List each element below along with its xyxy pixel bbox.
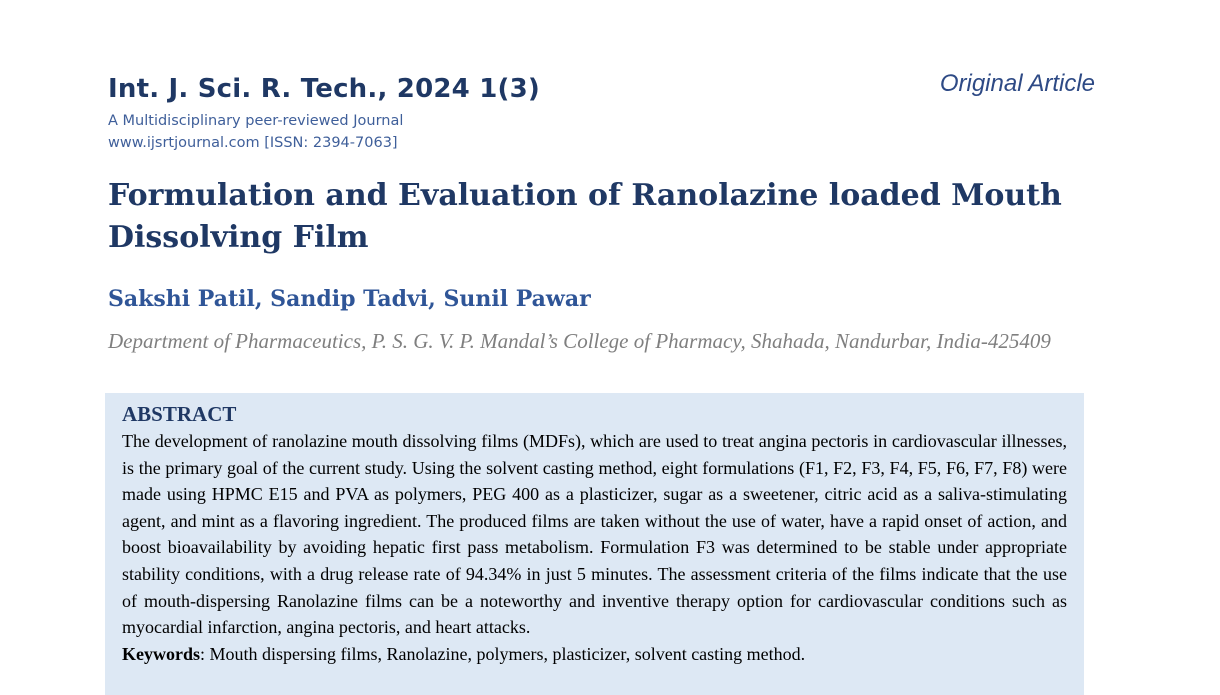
- journal-title: Int. J. Sci. R. Tech., 2024 1(3): [108, 74, 540, 104]
- abstract-section: [105, 393, 1084, 695]
- author-list: Sakshi Patil, Sandip Tadvi, Sunil Pawar: [108, 286, 591, 312]
- journal-website: www.ijsrtjournal.com [ISSN: 2394-7063]: [108, 135, 398, 151]
- keywords-line: [122, 641, 1067, 668]
- journal-subtitle: A Multidisciplinary peer-reviewed Journal: [108, 113, 404, 129]
- article-type-label: Original Article: [939, 70, 1095, 97]
- author-affiliation: Department of Pharmaceutics, P. S. G. V. P. Mandal’s College of Pharmacy, Shahada, Nandurbar, India-425409: [108, 329, 1051, 353]
- keywords-value: : Mouth dispersing films, Ranolazine, polymers, plasticizer, solvent casting method.: [200, 643, 806, 664]
- abstract-heading: ABSTRACT: [122, 402, 237, 426]
- abstract-body: The development of ranolazine mouth dissolving films (MDFs), which are used to treat angina pectoris in cardiovascular illnesses, is the primary goal of the current study. Using the solvent casting method, eight formulations (F1, F2, F3, F4, F5, F6, F7, F8) were made using HPMC E15 and PVA as polymers, PEG 400 as a plasticizer, sugar as a sweetener, citric acid as a saliva-stimulating agent, and mint as a flavoring ingredient. The produced films are taken without the use of water, have a rapid onset of action, and boost bioavailability by avoiding hepatic first pass metabolism. Formulation F3 was determined to be stable under appropriate stability conditions, with a drug release rate of 94.34% in just 5 minutes. The assessment criteria of the films indicate that the use of mouth-dispersing Ranolazine films can be a noteworthy and inventive therapy option for cardiovascular conditions such as myocardial infarction, angina pectoris, and heart attacks.: [122, 431, 1067, 638]
- keywords-label: Keywords: [122, 643, 200, 664]
- paper-title: Formulation and Evaluation of Ranolazine loaded Mouth Dissolving Film: [108, 178, 1062, 255]
